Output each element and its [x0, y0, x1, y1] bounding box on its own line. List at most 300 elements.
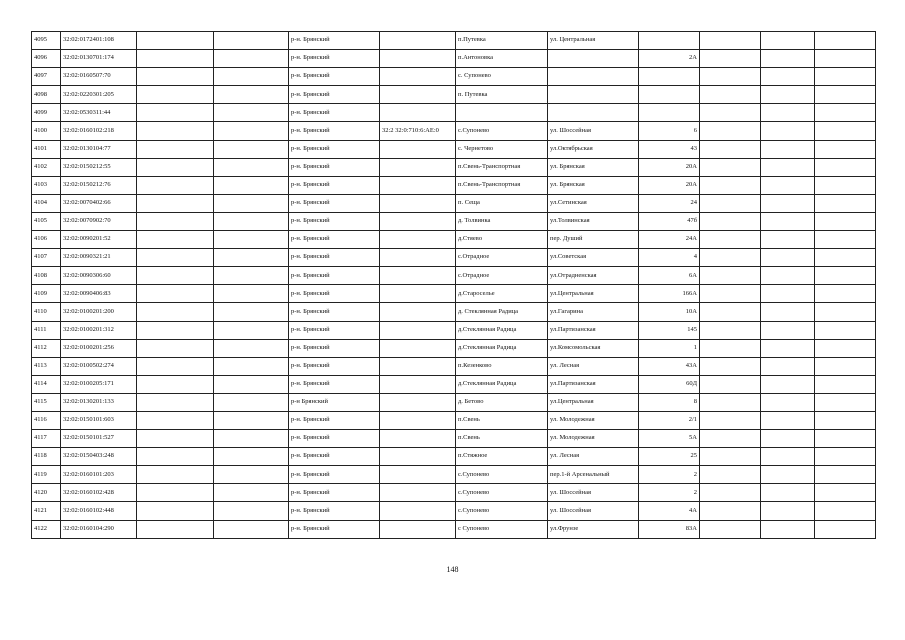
district-cell: р-н. Брянский — [289, 411, 380, 429]
blank-cell-cell — [815, 194, 876, 212]
district-cell: р-н. Брянский — [289, 50, 380, 68]
record-number-cell: 4110 — [32, 303, 61, 321]
blank-cell-cell — [214, 50, 289, 68]
blank-cell-cell — [815, 140, 876, 158]
house-number-cell: 43А — [639, 357, 700, 375]
blank-cell-cell — [700, 176, 761, 194]
blank-cell-cell — [137, 357, 214, 375]
street-cell: ул. Центральная — [548, 32, 639, 50]
blank-cell-cell — [214, 466, 289, 484]
blank-cell-cell — [815, 86, 876, 104]
table-row — [32, 212, 876, 230]
street-cell — [548, 50, 639, 68]
blank-cell-cell — [700, 430, 761, 448]
district-cell: р-н. Брянский — [289, 375, 380, 393]
cadastral-number-cell: 32:02:0090321:21 — [61, 249, 137, 267]
blank-cell-cell — [700, 466, 761, 484]
blank-cell-cell — [815, 411, 876, 429]
house-number-cell: 6А — [639, 267, 700, 285]
cadastral-reference-cell — [380, 411, 456, 429]
blank-cell-cell — [815, 50, 876, 68]
record-number-cell: 4112 — [32, 339, 61, 357]
cadastral-reference-cell — [380, 520, 456, 538]
page-number: 148 — [446, 565, 459, 574]
house-number-cell: 4 — [639, 249, 700, 267]
blank-cell-cell — [700, 249, 761, 267]
table-row — [32, 231, 876, 249]
street-cell: ул.Центральная — [548, 393, 639, 411]
blank-cell-cell — [214, 430, 289, 448]
blank-cell-cell — [214, 231, 289, 249]
cadastral-reference-cell — [380, 285, 456, 303]
street-cell: пер. Душий — [548, 231, 639, 249]
cadastral-number-cell: 32:02:0150101:603 — [61, 411, 137, 429]
cadastral-number-cell: 32:02:0530311:44 — [61, 104, 137, 122]
cadastral-reference-cell — [380, 68, 456, 86]
blank-cell-cell — [214, 484, 289, 502]
blank-cell-cell — [761, 68, 815, 86]
table-row — [32, 104, 876, 122]
blank-cell-cell — [761, 267, 815, 285]
blank-cell-cell — [214, 502, 289, 520]
cadastral-reference-cell — [380, 484, 456, 502]
cadastral-reference-cell — [380, 231, 456, 249]
blank-cell-cell — [137, 520, 214, 538]
table-row — [32, 32, 876, 50]
house-number-cell: 60Д — [639, 375, 700, 393]
table-row — [32, 285, 876, 303]
record-number-cell: 4115 — [32, 393, 61, 411]
house-number-cell: 25 — [639, 448, 700, 466]
cadastral-number-cell: 32:02:0160102:448 — [61, 502, 137, 520]
cadastral-number-cell: 32:02:0100201:312 — [61, 321, 137, 339]
blank-cell-cell — [815, 249, 876, 267]
district-cell: р-н. Брянский — [289, 430, 380, 448]
blank-cell-cell — [815, 104, 876, 122]
blank-cell-cell — [700, 375, 761, 393]
street-cell — [548, 86, 639, 104]
settlement-cell: с.Супонево — [456, 466, 548, 484]
settlement-cell: с.Супонево — [456, 122, 548, 140]
blank-cell-cell — [137, 375, 214, 393]
table-row — [32, 249, 876, 267]
house-number-cell: 2/1 — [639, 411, 700, 429]
table-row — [32, 484, 876, 502]
blank-cell-cell — [700, 484, 761, 502]
blank-cell-cell — [815, 393, 876, 411]
street-cell — [548, 68, 639, 86]
blank-cell-cell — [137, 86, 214, 104]
blank-cell-cell — [700, 231, 761, 249]
blank-cell-cell — [761, 375, 815, 393]
blank-cell-cell — [700, 411, 761, 429]
blank-cell-cell — [214, 140, 289, 158]
blank-cell-cell — [815, 68, 876, 86]
settlement-cell: п. Путевка — [456, 86, 548, 104]
cadastral-reference-cell — [380, 176, 456, 194]
blank-cell-cell — [815, 448, 876, 466]
district-cell: р-н. Брянский — [289, 158, 380, 176]
settlement-cell: с.Супонево — [456, 502, 548, 520]
cadastral-reference-cell — [380, 249, 456, 267]
record-number-cell: 4099 — [32, 104, 61, 122]
blank-cell-cell — [214, 321, 289, 339]
settlement-cell: д.Стеклянная Радица — [456, 321, 548, 339]
table-row — [32, 393, 876, 411]
record-number-cell: 4116 — [32, 411, 61, 429]
blank-cell-cell — [137, 393, 214, 411]
blank-cell-cell — [137, 122, 214, 140]
settlement-cell: д.Стяево — [456, 231, 548, 249]
district-cell: р-н. Брянский — [289, 520, 380, 538]
district-cell: р-н. Брянский — [289, 448, 380, 466]
street-cell: ул.Партизанская — [548, 375, 639, 393]
house-number-cell: 6 — [639, 122, 700, 140]
blank-cell-cell — [137, 231, 214, 249]
street-cell: ул. Молодежная — [548, 411, 639, 429]
table-row — [32, 466, 876, 484]
blank-cell-cell — [137, 176, 214, 194]
document-sheet — [31, 31, 875, 539]
house-number-cell: 4А — [639, 502, 700, 520]
house-number-cell: 5А — [639, 430, 700, 448]
record-number-cell: 4119 — [32, 466, 61, 484]
district-cell: р-н. Брянский — [289, 122, 380, 140]
district-cell: р-н. Брянский — [289, 104, 380, 122]
settlement-cell: п.Кезенково — [456, 357, 548, 375]
record-number-cell: 4103 — [32, 176, 61, 194]
district-cell: р-н. Брянский — [289, 357, 380, 375]
blank-cell-cell — [137, 411, 214, 429]
record-number-cell: 4108 — [32, 267, 61, 285]
blank-cell-cell — [137, 68, 214, 86]
blank-cell-cell — [761, 502, 815, 520]
settlement-cell: д.Стеклянная Радица — [456, 375, 548, 393]
district-cell: р-н. Брянский — [289, 303, 380, 321]
cadastral-reference-cell — [380, 393, 456, 411]
blank-cell-cell — [214, 303, 289, 321]
blank-cell-cell — [137, 267, 214, 285]
street-cell: ул. Брянская — [548, 176, 639, 194]
table-row — [32, 411, 876, 429]
cadastral-number-cell: 32:02:0150403:248 — [61, 448, 137, 466]
blank-cell-cell — [761, 122, 815, 140]
cadastral-reference-cell — [380, 466, 456, 484]
cadastral-number-cell: 32:02:0090306:60 — [61, 267, 137, 285]
blank-cell-cell — [214, 104, 289, 122]
record-number-cell: 4107 — [32, 249, 61, 267]
district-cell: р-н. Брянский — [289, 249, 380, 267]
blank-cell-cell — [700, 339, 761, 357]
blank-cell-cell — [700, 140, 761, 158]
street-cell: ул.Центральная — [548, 285, 639, 303]
cadastral-number-cell: 32:02:0160102:218 — [61, 122, 137, 140]
blank-cell-cell — [761, 357, 815, 375]
district-cell: р-н. Брянский — [289, 285, 380, 303]
settlement-cell: с.Отрадное — [456, 267, 548, 285]
blank-cell-cell — [214, 86, 289, 104]
cadastral-number-cell: 32:02:0150212:55 — [61, 158, 137, 176]
table-row — [32, 375, 876, 393]
cadastral-reference-cell — [380, 430, 456, 448]
blank-cell-cell — [137, 158, 214, 176]
record-number-cell: 4105 — [32, 212, 61, 230]
street-cell — [548, 104, 639, 122]
district-cell: р-н. Брянский — [289, 212, 380, 230]
record-number-cell: 4120 — [32, 484, 61, 502]
blank-cell-cell — [214, 375, 289, 393]
record-number-cell: 4101 — [32, 140, 61, 158]
settlement-cell: п.Свень — [456, 430, 548, 448]
house-number-cell: 166А — [639, 285, 700, 303]
blank-cell-cell — [700, 194, 761, 212]
blank-cell-cell — [761, 321, 815, 339]
table-row — [32, 267, 876, 285]
blank-cell-cell — [761, 484, 815, 502]
blank-cell-cell — [815, 285, 876, 303]
blank-cell-cell — [815, 430, 876, 448]
street-cell: ул.Октябрьская — [548, 140, 639, 158]
cadastral-number-cell: 32:02:0160507:70 — [61, 68, 137, 86]
street-cell: ул. Лесная — [548, 357, 639, 375]
blank-cell-cell — [137, 194, 214, 212]
blank-cell-cell — [815, 158, 876, 176]
house-number-cell: 2 — [639, 466, 700, 484]
table-row — [32, 50, 876, 68]
house-number-cell: 10А — [639, 303, 700, 321]
blank-cell-cell — [700, 158, 761, 176]
cadastral-number-cell: 32:02:0160104:290 — [61, 520, 137, 538]
street-cell: ул.Советская — [548, 249, 639, 267]
blank-cell-cell — [815, 212, 876, 230]
street-cell: ул.Фрунзе — [548, 520, 639, 538]
blank-cell-cell — [700, 267, 761, 285]
blank-cell-cell — [214, 122, 289, 140]
settlement-cell: п.Стяжное — [456, 448, 548, 466]
cadastral-reference-cell — [380, 212, 456, 230]
house-number-cell — [639, 68, 700, 86]
blank-cell-cell — [137, 32, 214, 50]
cadastral-reference-cell — [380, 448, 456, 466]
cadastral-reference-cell — [380, 32, 456, 50]
cadastral-number-cell: 32:02:0070902:70 — [61, 212, 137, 230]
table-row — [32, 86, 876, 104]
house-number-cell: 20А — [639, 176, 700, 194]
record-number-cell: 4113 — [32, 357, 61, 375]
blank-cell-cell — [214, 267, 289, 285]
settlement-cell: с.Отрадное — [456, 249, 548, 267]
settlement-cell: п. Сеща — [456, 194, 548, 212]
house-number-cell: 43 — [639, 140, 700, 158]
table-row — [32, 321, 876, 339]
house-number-cell: 24А — [639, 231, 700, 249]
district-cell: р-н. Брянский — [289, 32, 380, 50]
blank-cell-cell — [815, 520, 876, 538]
blank-cell-cell — [137, 466, 214, 484]
district-cell: р-н. Брянский — [289, 484, 380, 502]
district-cell: р-н. Брянский — [289, 194, 380, 212]
street-cell: ул.Комсомольская — [548, 339, 639, 357]
cadastral-reference-cell — [380, 140, 456, 158]
settlement-cell: п.Свень — [456, 411, 548, 429]
district-cell: р-н. Брянский — [289, 68, 380, 86]
district-cell: р-н. Брянский — [289, 176, 380, 194]
street-cell: ул.Гагарина — [548, 303, 639, 321]
cadastral-reference-cell — [380, 321, 456, 339]
blank-cell-cell — [761, 32, 815, 50]
blank-cell-cell — [700, 520, 761, 538]
blank-cell-cell — [137, 321, 214, 339]
blank-cell-cell — [214, 448, 289, 466]
record-number-cell: 4096 — [32, 50, 61, 68]
blank-cell-cell — [761, 86, 815, 104]
cadastral-number-cell: 32:02:0150212:76 — [61, 176, 137, 194]
street-cell: ул. Молодежная — [548, 430, 639, 448]
blank-cell-cell — [815, 502, 876, 520]
blank-cell-cell — [815, 466, 876, 484]
street-cell: ул. Брянская — [548, 158, 639, 176]
record-number-cell: 4118 — [32, 448, 61, 466]
blank-cell-cell — [700, 502, 761, 520]
cadastral-number-cell: 32:02:0130701:174 — [61, 50, 137, 68]
settlement-cell: с.Супонево — [456, 484, 548, 502]
table-row — [32, 140, 876, 158]
cadastral-number-cell: 32:02:0100502:274 — [61, 357, 137, 375]
street-cell: пер.1-й Арсенальный — [548, 466, 639, 484]
district-cell: р-н Брянский — [289, 393, 380, 411]
table-row — [32, 176, 876, 194]
settlement-cell: п.Путевка — [456, 32, 548, 50]
blank-cell-cell — [761, 194, 815, 212]
house-number-cell: 2А — [639, 50, 700, 68]
blank-cell-cell — [700, 50, 761, 68]
blank-cell-cell — [700, 68, 761, 86]
table-row — [32, 430, 876, 448]
settlement-cell — [456, 104, 548, 122]
cadastral-reference-cell — [380, 502, 456, 520]
cadastral-number-cell: 32:02:0150101:527 — [61, 430, 137, 448]
settlement-cell: п.Свень-Транспортная — [456, 176, 548, 194]
street-cell: ул.Партизанская — [548, 321, 639, 339]
cadastral-number-cell: 32:02:0220301:205 — [61, 86, 137, 104]
street-cell: ул. Лесная — [548, 448, 639, 466]
blank-cell-cell — [761, 104, 815, 122]
blank-cell-cell — [761, 231, 815, 249]
district-cell: р-н. Брянский — [289, 466, 380, 484]
blank-cell-cell — [214, 357, 289, 375]
blank-cell-cell — [214, 158, 289, 176]
cadastral-number-cell: 32:02:0172401:108 — [61, 32, 137, 50]
blank-cell-cell — [214, 249, 289, 267]
record-number-cell: 4121 — [32, 502, 61, 520]
blank-cell-cell — [815, 484, 876, 502]
cadastral-reference-cell — [380, 194, 456, 212]
cadastral-number-cell: 32:02:0130104:77 — [61, 140, 137, 158]
settlement-cell: д. Толвинка — [456, 212, 548, 230]
blank-cell-cell — [815, 176, 876, 194]
district-cell: р-н. Брянский — [289, 140, 380, 158]
blank-cell-cell — [214, 32, 289, 50]
blank-cell-cell — [214, 393, 289, 411]
blank-cell-cell — [137, 303, 214, 321]
cadastral-number-cell: 32:02:0130201:133 — [61, 393, 137, 411]
record-number-cell: 4117 — [32, 430, 61, 448]
blank-cell-cell — [137, 430, 214, 448]
blank-cell-cell — [214, 176, 289, 194]
blank-cell-cell — [815, 267, 876, 285]
street-cell: ул.Отрадненская — [548, 267, 639, 285]
house-number-cell: 2 — [639, 484, 700, 502]
district-cell: р-н. Брянский — [289, 231, 380, 249]
blank-cell-cell — [815, 321, 876, 339]
cadastral-reference-cell — [380, 303, 456, 321]
blank-cell-cell — [700, 393, 761, 411]
cadastral-reference-cell — [380, 158, 456, 176]
blank-cell-cell — [761, 411, 815, 429]
blank-cell-cell — [815, 339, 876, 357]
blank-cell-cell — [815, 122, 876, 140]
blank-cell-cell — [761, 50, 815, 68]
cadastral-number-cell: 32:02:0090201:52 — [61, 231, 137, 249]
street-cell: ул. Шоссейная — [548, 484, 639, 502]
blank-cell-cell — [761, 466, 815, 484]
table-row — [32, 357, 876, 375]
cadastral-reference-cell — [380, 375, 456, 393]
record-number-cell: 4106 — [32, 231, 61, 249]
table-row — [32, 68, 876, 86]
cadastral-number-cell: 32:02:0160101:203 — [61, 466, 137, 484]
settlement-cell: с Супонево — [456, 520, 548, 538]
street-cell: ул. Шоссейная — [548, 122, 639, 140]
cadastral-number-cell: 32:02:0100201:256 — [61, 339, 137, 357]
blank-cell-cell — [761, 212, 815, 230]
table-row — [32, 502, 876, 520]
blank-cell-cell — [137, 140, 214, 158]
blank-cell-cell — [137, 502, 214, 520]
record-number-cell: 4098 — [32, 86, 61, 104]
blank-cell-cell — [214, 520, 289, 538]
blank-cell-cell — [815, 231, 876, 249]
table-row — [32, 303, 876, 321]
settlement-cell: с. Супонево — [456, 68, 548, 86]
table-row — [32, 520, 876, 538]
settlement-cell: д. Стеклянная Радица — [456, 303, 548, 321]
registry-table — [31, 31, 876, 539]
table-row — [32, 448, 876, 466]
district-cell: р-н. Брянский — [289, 267, 380, 285]
house-number-cell: 83А — [639, 520, 700, 538]
table-row — [32, 158, 876, 176]
record-number-cell: 4097 — [32, 68, 61, 86]
district-cell: р-н. Брянский — [289, 86, 380, 104]
cadastral-number-cell: 32:02:0100201:200 — [61, 303, 137, 321]
street-cell: ул.Сетинская — [548, 194, 639, 212]
cadastral-number-cell: 32:02:0090406:83 — [61, 285, 137, 303]
blank-cell-cell — [700, 448, 761, 466]
house-number-cell: 20А — [639, 158, 700, 176]
blank-cell-cell — [137, 104, 214, 122]
cadastral-reference-cell — [380, 86, 456, 104]
blank-cell-cell — [137, 249, 214, 267]
blank-cell-cell — [700, 357, 761, 375]
house-number-cell — [639, 32, 700, 50]
district-cell: р-н. Брянский — [289, 339, 380, 357]
blank-cell-cell — [214, 68, 289, 86]
record-number-cell: 4100 — [32, 122, 61, 140]
settlement-cell: п.Антоновка — [456, 50, 548, 68]
record-number-cell: 4095 — [32, 32, 61, 50]
registry-body — [32, 32, 876, 539]
